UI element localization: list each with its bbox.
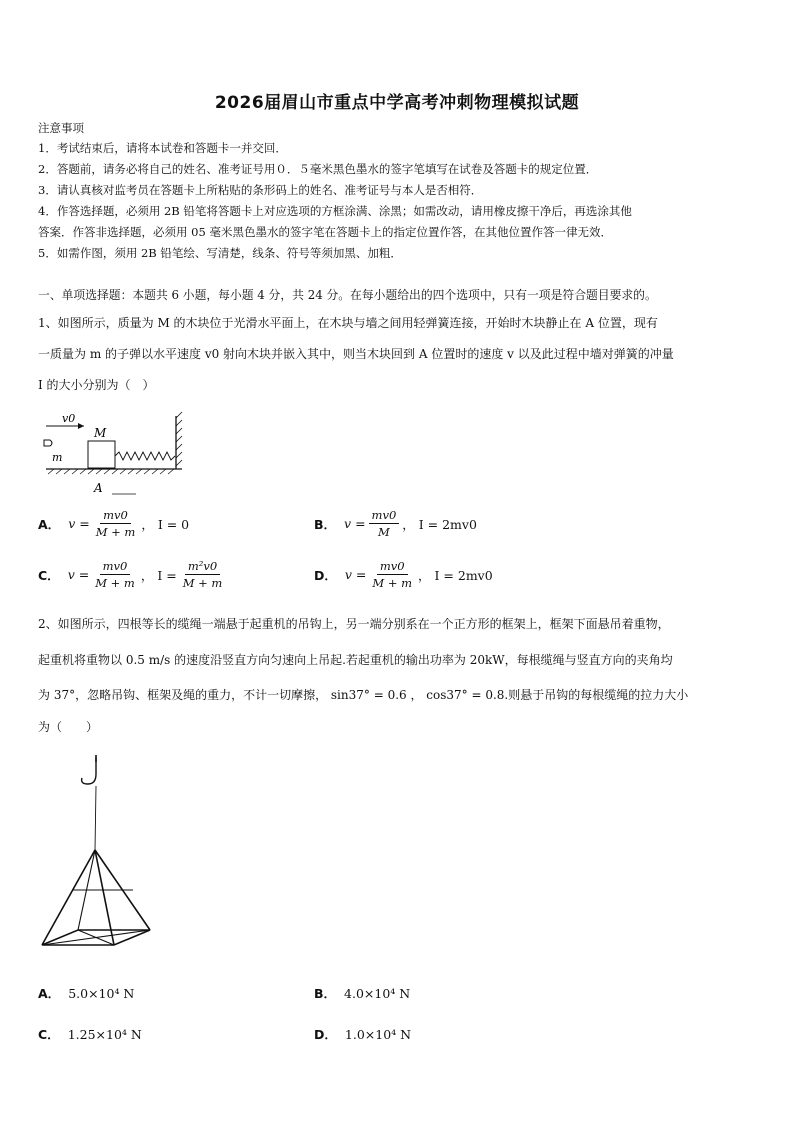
label-A: A <box>94 481 103 495</box>
notice-item: 2．答题前，请务必将自己的姓名、准考证号用０．５毫米黑色墨水的签字笔填写在试卷及答题卡的规定位置． <box>38 162 598 176</box>
page-title: 2026届眉山市重点中学高考冲刺物理模拟试题 <box>214 93 580 113</box>
q2-option-b[interactable]: B． 4.0×10⁴ N <box>314 985 411 1001</box>
q2-figure <box>36 752 168 952</box>
notice-item: 4．作答选择题，必须用 2B 铅笔将答题卡上对应选项的方框涂满、涂黑；如需改动，请用橡皮擦干净后，再选涂其他 <box>38 204 632 218</box>
q2-stem-line: 为 37°，忽略吊钩、框架及绳的重力，不计一切摩擦， sin37° = 0.6 ， cos37° = 0.8.则悬于吊钩的每根缆绳的拉力大小 <box>38 688 689 702</box>
q1-option-a[interactable]: A． v = $\frac{mv0}{M + m}$ ， I = 0 <box>38 508 190 539</box>
q1-figure <box>40 408 190 500</box>
block <box>88 441 115 468</box>
label-v0: v0 <box>62 412 76 425</box>
label-m: m <box>52 451 63 464</box>
hook-cable <box>95 786 96 850</box>
q1-option-d[interactable]: D． v = $\frac{mv0}{M + m}$ ， I = 2mv0 <box>314 559 493 590</box>
q1-stem-line: I 的大小分别为（ ） <box>38 378 155 392</box>
spring <box>115 452 175 460</box>
q2-option-d[interactable]: D． 1.0×10⁴ N <box>314 1026 412 1042</box>
q2-stem-line: 起重机将重物以 0.5 m/s 的速度沿竖直方向匀速向上吊起.若起重机的输出功率为 20kW，每根缆绳与竖直方向的夹角均 <box>38 653 673 667</box>
frame-diagonal <box>78 930 114 945</box>
q1-option-c[interactable]: C． v = $\frac{mv0}{M + m}$ ， I = $\frac{\text{m²v0}}{M + m}$ <box>38 559 223 590</box>
q1-stem-line: 1、如图所示，质量为 M 的木块位于光滑水平面上，在木块与墙之间用轻弹簧连接，开始时木块静止在 A 位置，现有 <box>38 316 658 330</box>
arrowhead-icon <box>78 423 84 429</box>
q2-option-c[interactable]: C． 1.25×10⁴ N <box>38 1026 142 1042</box>
q1-option-b[interactable]: B． v = $\frac{mv0}{M}$ ， I = 2mv0 <box>314 508 477 539</box>
notice-item: 3．请认真核对监考员在答题卡上所粘贴的条形码上的姓名、准考证号与本人是否相符． <box>38 183 483 197</box>
notice-item: 答案．作答非选择题，必须用 05 毫米黑色墨水的签字笔在答题卡上的指定位置作答，在其他位置作答一律无效． <box>38 225 612 239</box>
label-M: M <box>94 426 107 440</box>
notice-item: 1．考试结束后，请将本试卷和答题卡一并交回． <box>38 141 287 155</box>
section-heading: 一、单项选择题：本题共 6 小题，每小题 4 分，共 24 分。在每小题给出的四个选项中，只有一项是符合题目要求的。 <box>38 288 657 302</box>
q2-stem-line: 为（ ） <box>38 720 99 734</box>
q2-stem-line: 2、如图所示，四根等长的缆绳一端悬于起重机的吊钩上，另一端分别系在一个正方形的框架上，框架下面悬吊着重物， <box>38 617 670 631</box>
notice-item: 5．如需作图，须用 2B 铅笔绘、写清楚，线条、符号等须加黑、加粗． <box>38 246 402 260</box>
notice-heading: 注意事项 <box>38 121 84 135</box>
bullet-icon <box>44 440 52 446</box>
q2-option-a[interactable]: A． 5.0×10⁴ N <box>38 985 135 1001</box>
hook-icon <box>82 758 96 784</box>
q1-stem-line: 一质量为 m 的子弹以水平速度 v0 射向木块并嵌入其中，则当木块回到 A 位置时的速度 v 以及此过程中墙对弹簧的冲量 <box>38 347 674 361</box>
